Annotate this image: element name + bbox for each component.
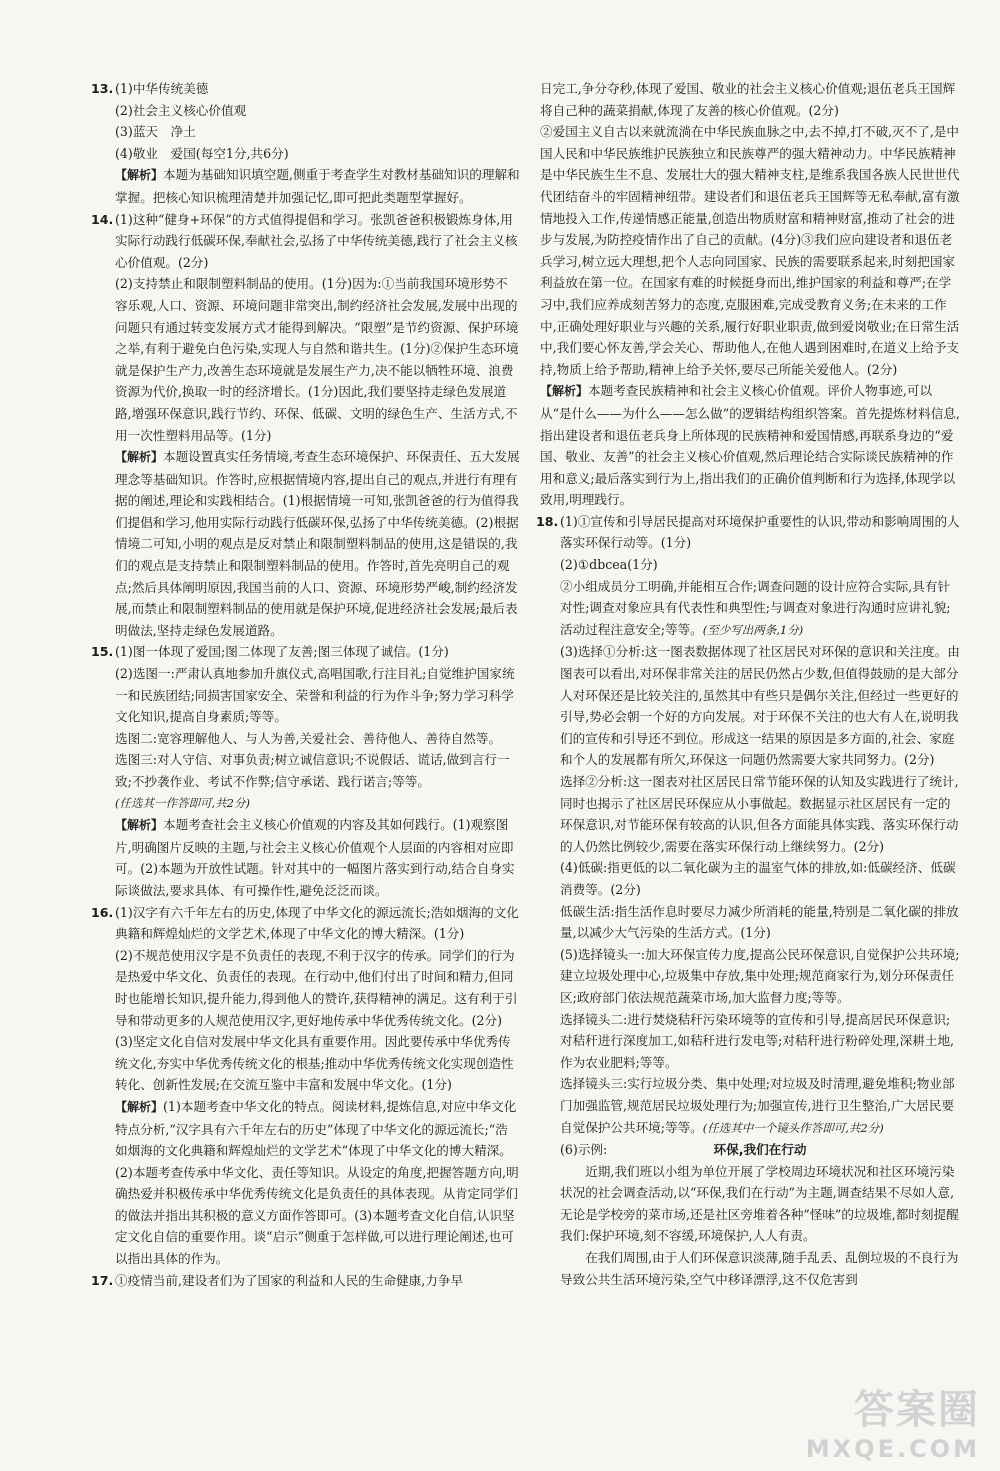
scoring-note: (至少写出两条,1分) <box>702 622 804 637</box>
watermark-url: MXQE.COM <box>805 1435 980 1463</box>
question-number: 15. <box>91 644 114 660</box>
analysis-text: 本题考查民族精神和社会主义核心价值观。评价人物事迹,可以从“是什么——为什么——怎么做”的逻辑结构组织答案。首先提炼材料信息,指出建设者和退伍老兵身上所体现的民族精神和爱国情感,再联系身边的“爱国、敬业、友善”的社会主义核心价值观,然后理论结合实际谈民族精神的作用和意义;最后落实到行为上,指出我们的正确价值判断和行为选择,体现学以致用,明理践行。 <box>540 383 960 508</box>
question-15 <box>91 641 520 901</box>
answer-paragraph: 日完工,争分夺秒,体现了爱国、敬业的社会主义核心价值观;退伍老兵王国辉将自己种的蔬菜捐献,体现了友善的核心价值观。(2分) <box>540 81 956 118</box>
answer-line: (2)社会主义核心价值观 <box>115 102 247 118</box>
answer-paragraph: ②爱国主义自古以来就流淌在中华民族血脉之中,去不掉,打不破,灭不了,是中国人民和中华民族维护民族独立和民族尊严的强大精神动力。中华民族精神是中华民族生生不息、发展壮大的强大精神支柱,是维系我国各族人民世世代代团结奋斗的牢固精神纽带。建设者们和退伍老兵王国辉等无私奉献,富有激情地投入工作,传递情感正能量,创造出物质财富和精神财富,推动了社会的进步与发展,为防控疫情作出了自己的贡献。(4分)③我们应向建设者和退伍老兵学习,树立远大理想,把个人志向同国家、民族的需要联系起来,时刻把国家利益放在第一位。在国家有难的时候挺身而出,维护国家的利益和尊严;在学习中,我们应养成刻苦努力的态度,克服困难,完成受教育义务;在未来的工作中,正确处理好职业与兴趣的关系,履行好职业职责,做到爱岗敬业;在日常生活中,我们要心怀友善,学会关心、帮助他人,在他人遇到困难时,在道义上给予支持,物质上给予帮助,精神上给予关怀,要尽己所能关爱他人。(2分) <box>540 124 960 377</box>
analysis-label: 【解析】 <box>540 384 589 399</box>
question-17-continued <box>540 78 960 511</box>
analysis-label: 【解析】 <box>115 450 164 465</box>
answer-paragraph: (3)选择①分析:这一图表数据体现了社区居民对环保的意识和关注度。由图表可以看出,对环保非常关注的居民仍然占少数,但值得鼓励的是大部分人对环保还是比较关注的,虽然其中有些只是偶尔关注,但经过一些更好的引导,势必会朝一个好的方向发展。对于环保不关注的也大有人在,说明我们的宣传和引导还不到位。形成这一结果的原因是多方面的,社会、家庭和个人的发展都有所欠,环保这一问题仍然需要大家共同努力。(2分) <box>560 644 960 768</box>
essay-header <box>560 1139 960 1161</box>
question-13 <box>91 78 520 209</box>
scoring-note: (任选其中一个镜头作答即可,共2分) <box>702 1120 884 1135</box>
answer-paragraph: (2)支持禁止和限制塑料制品的使用。(1分)因为:①当前我国环境形势不容乐观,人口、资源、环境问题非常突出,制约经济社会发展,发展中出现的问题只有通过转变发展方式才能得到解决。“限塑”是节约资源、保护环境之举,有利于避免白色污染,实现人与自然和谐共生。(1分)②保护生态环境就是保护生产力,改善生态环境就是发展生产力,决不能以牺牲环境、浪费资源为代价,换取一时的经济增长。(1分)因此,我们要坚持走绿色发展道路,增强环保意识,践行节约、环保、低碳、文明的绿色生产、生活方式,不用一次性塑料用品等。(1分) <box>115 276 519 443</box>
analysis-text: 本题设置真实任务情境,考查生态环境保护、环保责任、五大发展理念等基础知识。作答时,应根据情境内容,提出自己的观点,并进行有理有据的阐述,理论和实践相结合。(1)根据情境一可知,张凯爸爸的行为值得我们提倡和学习,他用实际行动践行低碳环保,弘扬了中华传统美德。(2)根据情境二可知,小明的观点是反对禁止和限制塑料制品的使用,这是错误的,我们的观点是支持禁止和限制塑料制品的使用。作答时,首先亮明自己的观点;然后具体阐明原因,我国当前的人口、资源、环境形势严峻,制约经济发展,而禁止和限制塑料制品的使用就是保护环境,促进经济社会发展;最后表明做法,坚持走绿色发展道路。 <box>115 449 520 638</box>
answer-paragraph: (2)①dbcea(1分) <box>560 557 658 573</box>
answer-paragraph: 选择镜头二:进行焚烧秸秆污染环境等的宣传和引导,提高居民环保意识;对秸秆进行深度加工,如秸秆进行发电等;对秸秆进行粉碎处理,深耕土地,作为农业肥料;等等。 <box>560 1011 955 1070</box>
analysis <box>115 814 520 901</box>
watermark-logo <box>806 1378 980 1463</box>
question-number: 18. <box>536 513 559 529</box>
analysis <box>115 446 520 641</box>
answer-paragraph: 选择②分析:这一图表对社区居民日常节能环保的认知及实践进行了统计,同时也揭示了社区居民环保应从小事做起。数据显示社区居民有一定的环保意识,对节能环保有较高的认识,但各方面能具体实践、落实环保行动的人仍然比例较少,需要在落实环保行动上继续努力。(2分) <box>560 774 959 854</box>
answer-paragraph: (2)不规范使用汉字是不负责任的表现,不利于汉字的传承。同学们的行为是热爱中华文化、负责任的表现。在行动中,他们付出了时间和精力,但同时也能增长知识,提升能力,得到他人的赞许,获得精神的满足。这有利于引导和带动更多的人规范使用汉字,更好地传承中华优秀传统文化。(2分) <box>115 947 518 1028</box>
essay-paragraph: 在我们周围,由于人们环保意识淡薄,随手乱丢、乱倒垃圾的不良行为导致公共生活环境污染,空气中移译漂浮,这不仅危害到 <box>560 1250 959 1287</box>
watermark-text: 答案圈 <box>854 1387 980 1433</box>
question-number: 17. <box>91 1272 114 1288</box>
essay-title: 环保,我们在行动 <box>713 1142 807 1158</box>
analysis-label: 【解析】 <box>115 1099 164 1114</box>
answer-text: ②小组成员分工明确,并能相互合作;调查问题的设计应符合实际,具有针对性;调查对象应具有代表性和典型性;与调查对象进行沟通时应讲礼貌;活动过程注意安全;等等。 <box>560 578 951 637</box>
analysis-text: (1)本题考查中华文化的特点。阅读材料,提炼信息,对应中华文化特点分析,“汉字具有六千年左右的历史”体现了中华文化的源远流长;“浩如烟海的文化典籍和辉煌灿烂的文学艺术”体现了中华文化的博大精深。(2)本题考查传承中华文化、责任等知识。从设定的角度,把握答题方向,明确热爱并积极传承中华优秀传统文化是负责任的具体表现。从肯定同学们的做法并指出其积极的意义方面作答即可。(3)本题考查文化自信,认识坚定文化自信的重要作用。谈“启示”侧重于怎样做,可以进行理论阐述,也可以指出具体的作为。 <box>115 1098 519 1267</box>
analysis <box>115 164 520 208</box>
answer-paragraph: (1)图一体现了爱国;图二体现了友善;图三体现了诚信。(1分) <box>115 644 449 660</box>
answer-paragraph: (1)这种“健身+环保”的方式值得提倡和学习。张凯爸爸积极锻炼身体,用实际行动践行低碳环保,奉献社会,弘扬了中华传统美德,践行了社会主义核心价值观。(2分) <box>115 211 518 270</box>
question-number: 13. <box>91 81 114 96</box>
answer-line: (3)蓝天 净土 <box>115 124 196 140</box>
answer-paragraph: (4)低碳:指更低的以二氧化碳为主的温室气体的排放,如:低碳经济、低碳消费等。(2分) <box>560 860 956 897</box>
answer-paragraph: (1)汉字有六千年左右的历史,体现了中华文化的源远流长;浩如烟海的文化典籍和辉煌灿烂的文学艺术,体现了中华文化的博大精深。(1分) <box>115 904 519 942</box>
question-number: 14. <box>91 211 114 227</box>
answer-paragraph: (5)选择镜头一:加大环保宣传力度,提高公民环保意识,自觉保护公共环境;建立垃圾处理中心,垃圾集中存放,集中处理;规范商家行为,划分环保责任区;政府部门依法规范蔬菜市场,加大监督力度;等等。 <box>560 946 960 1005</box>
question-16 <box>91 902 520 1270</box>
answer-paragraph: (2)选图一:严肃认真地参加升旗仪式,高唱国歌,行注目礼;自觉维护国家统一和民族团结;同损害国家安全、荣誉和利益的行为作斗争;努力学习科学文化知识,提高自身素质;等等。 <box>115 666 515 725</box>
analysis-text: 本题为基础知识填空题,侧重于考查学生对教材基础知识的理解和掌握。把核心知识梳理清楚并加强记忆,即可把此类题型掌握好。 <box>115 167 520 205</box>
analysis <box>540 380 960 511</box>
right-column <box>536 78 960 1290</box>
answer-text: 选择镜头三:实行垃圾分类、集中处理;对垃圾及时清理,避免堆积;物业部门加强监管,规范居民垃圾处理行为;加强宣传,进行卫生整治,广大居民要自觉保护公共环境;等等。 <box>560 1076 955 1135</box>
question-17 <box>91 1270 520 1292</box>
left-column <box>91 78 520 1291</box>
analysis-label: 【解析】 <box>115 168 164 183</box>
answer-paragraph: 选图三:对人守信、对事负责;树立诚信意识;不说假话、谎话,做到言行一致;不抄袭作业、考试不作弊;信守承诺、践行诺言;等等。 <box>115 752 510 789</box>
analysis <box>115 1096 520 1270</box>
analysis-label: 【解析】 <box>115 818 164 833</box>
answer-paragraph: (3)坚定文化自信对发展中华文化具有重要作用。因此要传承中华优秀传统文化,夯实中华优秀传统文化的根基;推动中华优秀传统文化实现创造性转化、创新性发展;在交流互鉴中丰富和发展中华文化。(1分) <box>115 1034 514 1093</box>
question-number: 16. <box>91 904 114 920</box>
example-label: (6)示例: <box>560 1142 608 1158</box>
answer-paragraph: 低碳生活:指生活作息时要尽力减少所消耗的能量,特别是二氧化碳的排放量,以减少大气污染的生活方式。(1分) <box>560 903 959 941</box>
answer-paragraph: (1)①宣传和引导居民提高对环境保护重要性的认识,带动和影响周围的人落实环保行动等。(1分) <box>560 513 960 551</box>
answer-line: (4)敬业 爱国(每空1分,共6分) <box>115 145 289 161</box>
question-18 <box>536 511 960 1290</box>
answer-line: (1)中华传统美德 <box>115 81 209 96</box>
answer-paragraph: ①疫情当前,建设者们为了国家的利益和人民的生命健康,力争早 <box>115 1272 464 1288</box>
question-14 <box>91 209 520 642</box>
essay-paragraph: 近期,我们班以小组为单位开展了学校周边环境状况和社区环境污染状况的社会调查活动,以“环保,我们在行动”为主题,调查结果不尽如人意,无论是学校旁的菜市场,还是社区旁堆着各种“怪味”的垃圾堆,都时刻提醒我们:保护环境,刻不容缓,环境保护,人人有责。 <box>560 1163 959 1244</box>
analysis-text: 本题考查社会主义核心价值观的内容及其如何践行。(1)观察图片,明确图片反映的主题,与社会主义核心价值观个人层面的内容相对应即可。(2)本题为开放性试题。针对其中的一幅图片落实到行动,结合自身实际谈做法,要求具体、有可操作性,避免泛泛而谈。 <box>115 817 515 898</box>
answer-paragraph <box>560 1073 960 1139</box>
answer-paragraph <box>560 576 960 642</box>
answer-paragraph: 选图二:宽容理解他人、与人为善,关爱社会、善待他人、善待自然等。 <box>115 730 502 746</box>
scoring-note: (任选其一作答即可,共2分) <box>115 795 250 810</box>
